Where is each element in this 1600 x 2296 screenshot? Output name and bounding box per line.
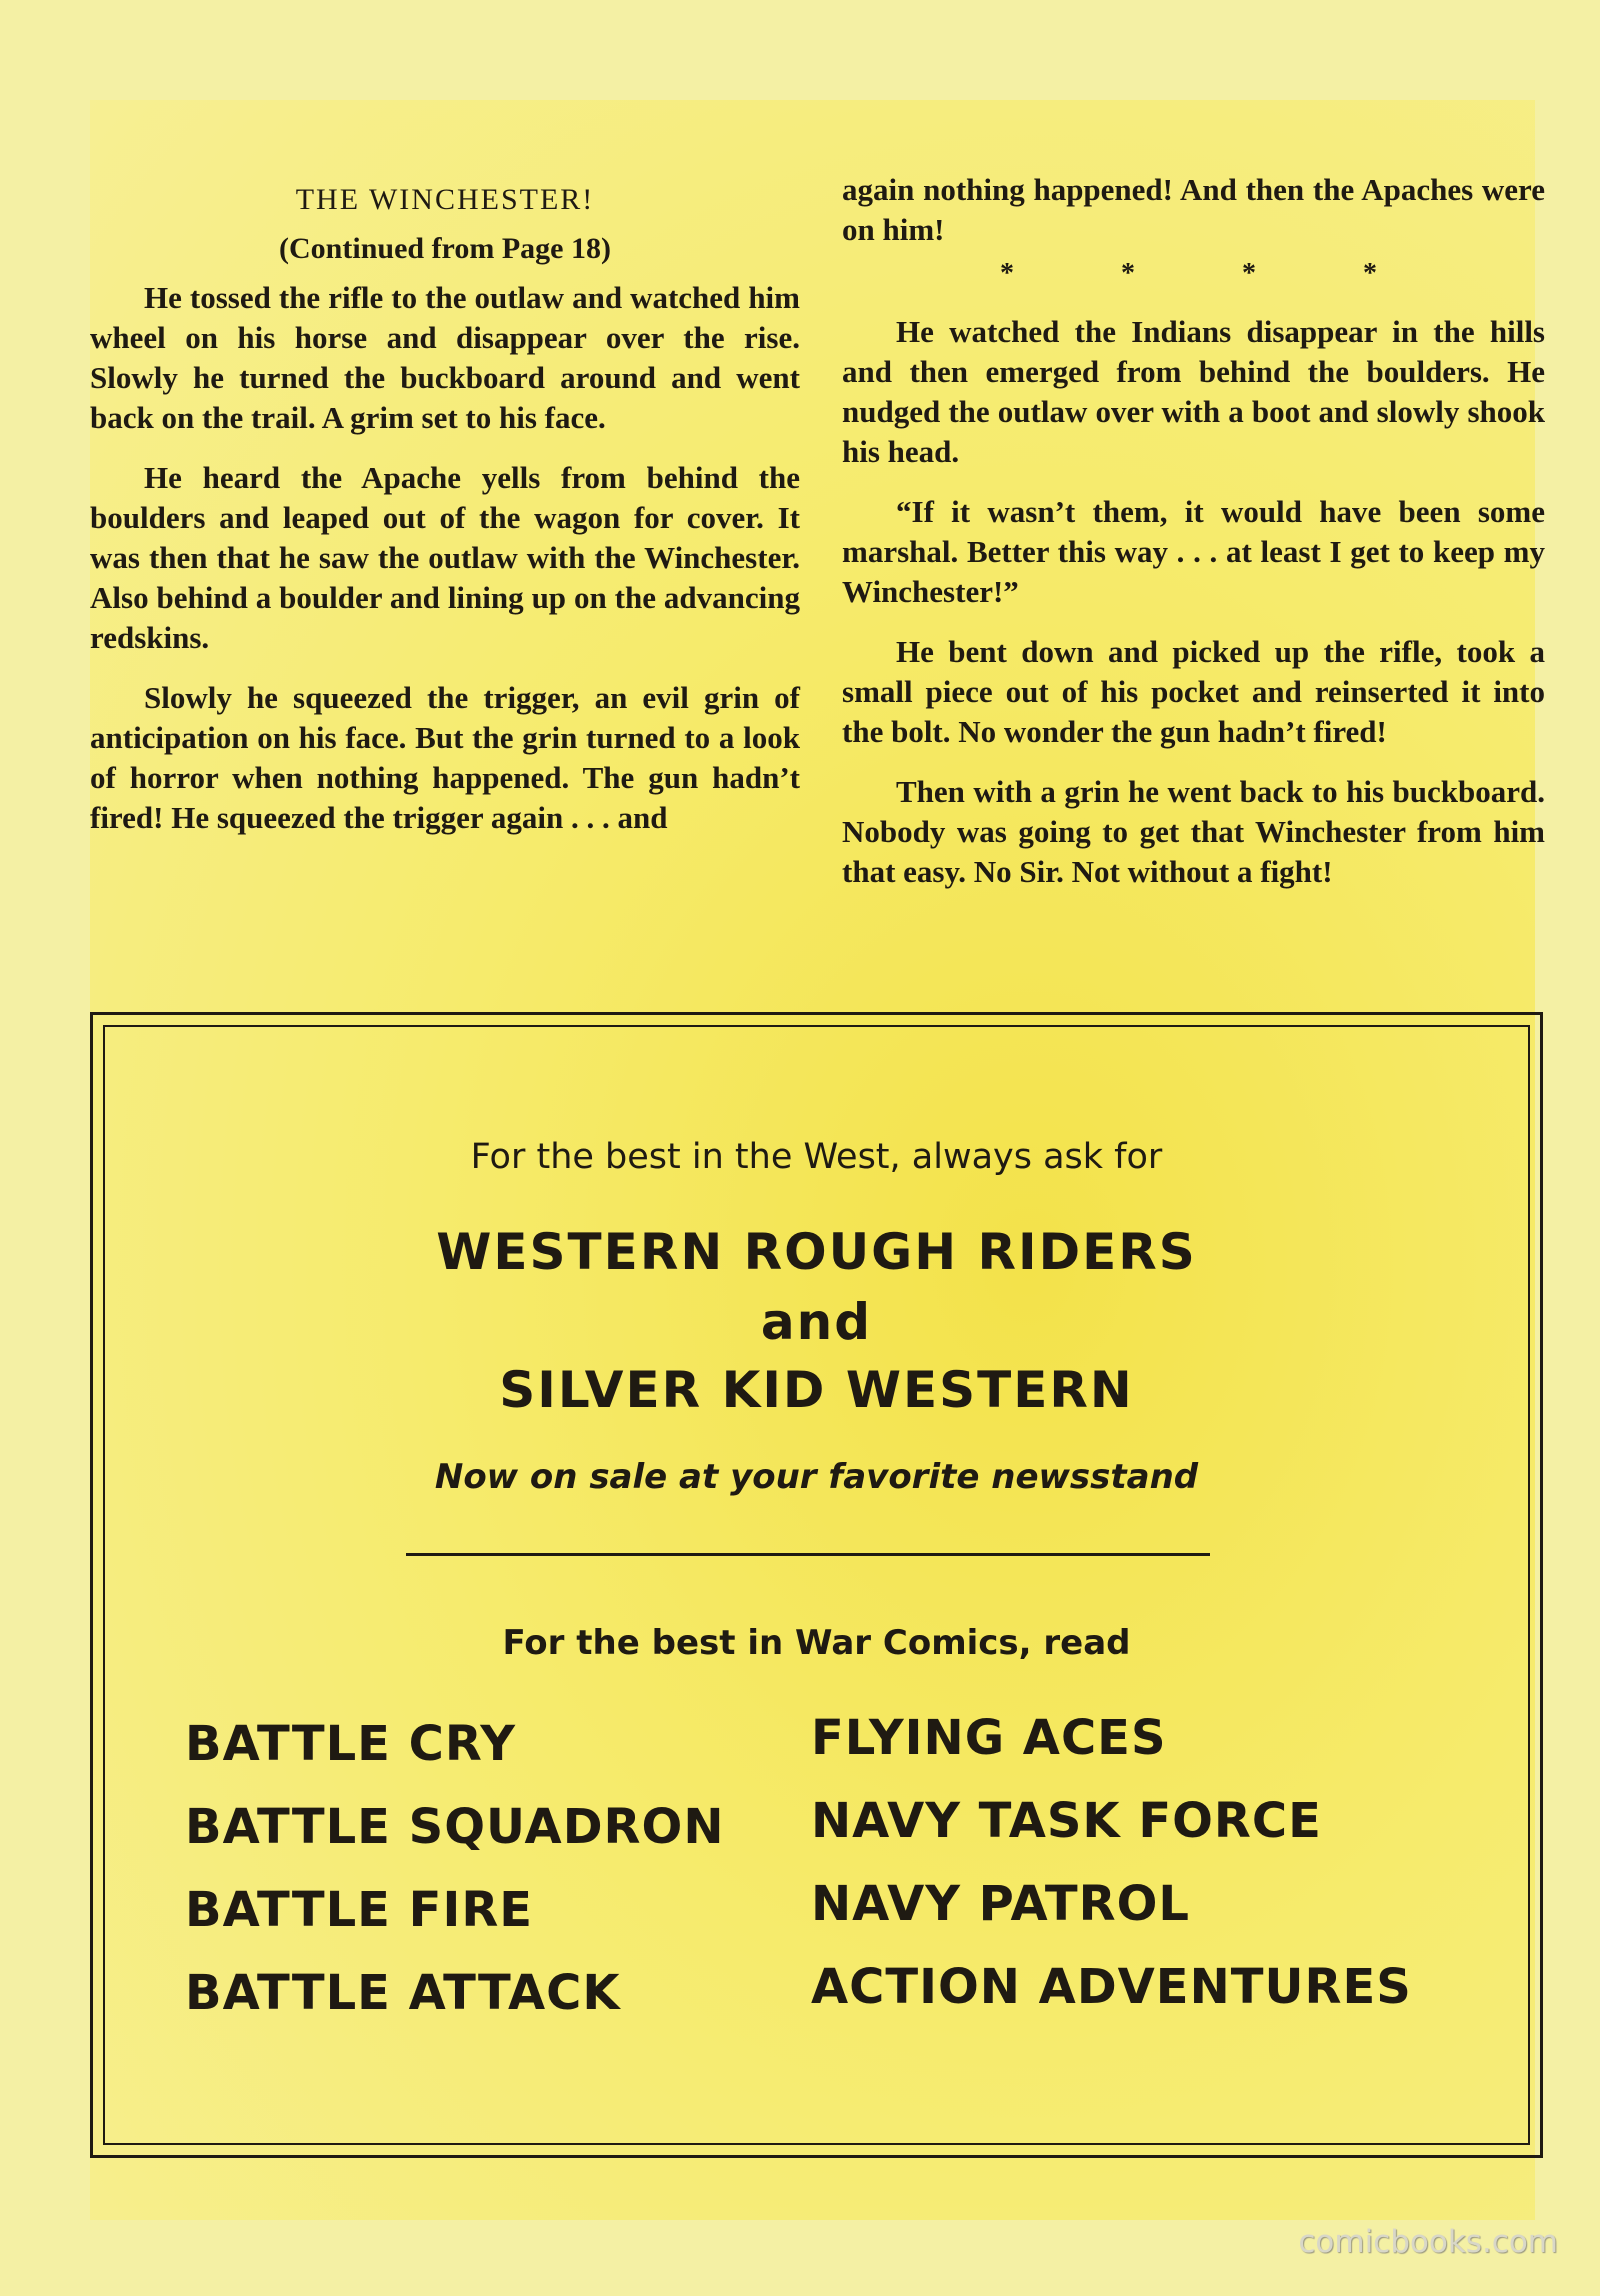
war-title: BATTLE ATTACK [185, 1965, 621, 2021]
west-lead-text: For the best in the West, always ask for [470, 1137, 1163, 1177]
story-right-column [842, 170, 1545, 912]
war-title: BATTLE SQUADRON [185, 1799, 725, 1855]
war-title: FLYING ACES [811, 1710, 1167, 1766]
paragraph: He tossed the rifle to the outlaw and watched him wheel on his horse and disappear over the rise. Slowly he turned the buckboard around and went back on the trail. A grim set to his face. [90, 280, 800, 435]
silver-kid-western-title: SILVER KID WESTERN [499, 1361, 1134, 1419]
war-titles-left-list [185, 1703, 745, 2035]
paragraph: Slowly he squeezed the trigger, an evil grin of anticipation on his face. But the grin turned to a look of horror when nothing happened. The gun hadn’t fired! He squeezed the trigger again . . . and [90, 680, 800, 835]
story-title: THE WINCHESTER! [295, 183, 595, 216]
paragraph: Then with a grin he went back to his buckboard. Nobody was going to get that Winchester from him that easy. No Sir. Not without a fight! [842, 774, 1545, 889]
section-separator: * * * * [1000, 258, 1427, 289]
story-text [90, 170, 1545, 970]
paragraph: “If it wasn’t them, it would have been some marshal. Better this way . . . at least I get to keep my Winchester!” [842, 494, 1545, 609]
paragraph: again nothing happened! And then the Apaches were on him! [842, 172, 1545, 247]
paragraph: He watched the Indians disappear in the hills and then emerged from behind the boulders. He nudged the outlaw over with a boot and slowly shook his head. [842, 314, 1545, 469]
on-sale-text: Now on sale at your favorite newsstand [434, 1457, 1199, 1497]
war-title: NAVY TASK FORCE [811, 1793, 1322, 1849]
war-title: ACTION ADVENTURES [811, 1959, 1412, 2015]
advertisement-box [90, 1012, 1543, 2158]
watermark: comicbooks.com [1298, 2224, 1558, 2260]
war-title: BATTLE CRY [185, 1716, 516, 1772]
divider-line [406, 1553, 1210, 1556]
and-text: and [760, 1293, 873, 1351]
war-title: BATTLE FIRE [185, 1882, 534, 1938]
paragraph: He heard the Apache yells from behind the boulders and leaped out of the wagon for cover. It was then that he saw the outlaw with the Winchester. Also behind a boulder and lining up on the advancing redskins. [90, 460, 800, 655]
story-left-column [90, 170, 800, 858]
war-titles-right-list [811, 1697, 1412, 2029]
war-comics-lead: For the best in War Comics, read [502, 1623, 1131, 1663]
western-rough-riders-title: WESTERN ROUGH RIDERS [436, 1223, 1197, 1281]
continued-note: (Continued from Page 18) [279, 232, 611, 265]
paragraph: He bent down and picked up the rifle, took a small piece out of his pocket and reinserted it into the bolt. No wonder the gun hadn’t fired! [842, 634, 1545, 749]
war-title: NAVY PATROL [811, 1876, 1190, 1932]
